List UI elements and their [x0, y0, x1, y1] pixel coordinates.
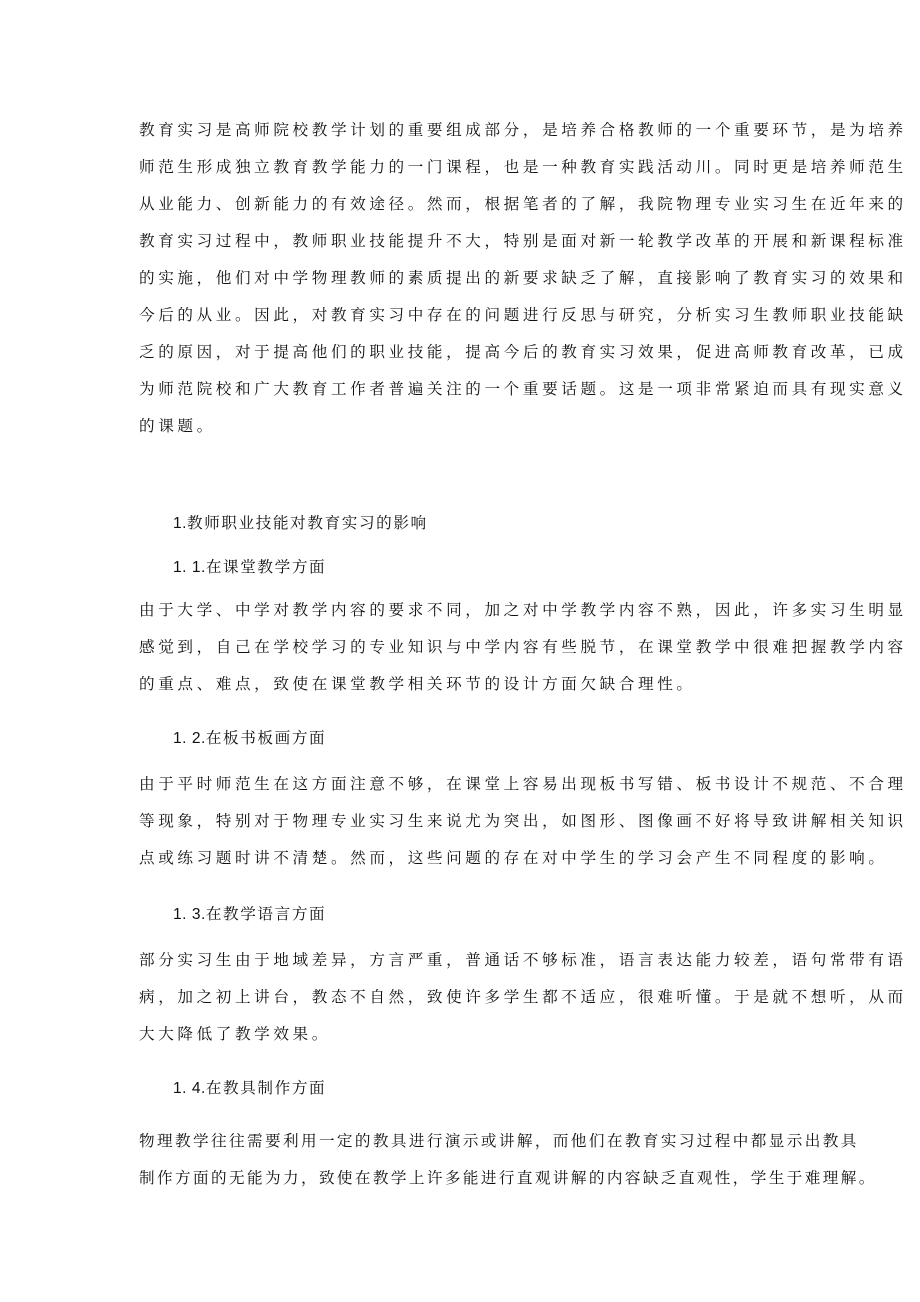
section-number: 1. — [173, 515, 188, 532]
paragraph-line: 乏的原因，对于提高他们的职业技能，提高今后的教育实习效果，促进高师教育改革，已成 — [139, 343, 907, 361]
subsection-title: 在板书板画方面 — [205, 729, 327, 747]
paragraph-line: 病，加之初上讲台，教态不自然，致使许多学生都不适应，很难听懂。于是就不想听，从而 — [139, 988, 907, 1006]
paragraph-line: 师范生形成独立教育教学能力的一门课程，也是一种教育实践活动川。同时更是培养师范生 — [139, 158, 907, 176]
paragraph-line: 教育实习是高师院校教学计划的重要组成部分，是培养合格教师的一个重要环节，是为培养 — [139, 121, 907, 139]
paragraph-line: 的课题。 — [139, 417, 216, 435]
paragraph-line: 制作方面的无能为力，致使在教学上许多能进行直观讲解的内容缺乏直观性，学生于难理解。 — [139, 1169, 877, 1187]
paragraph-line: 今后的从业。因此，对教育实习中存在的问题进行反思与研究，分析实习生教师职业技能缺 — [139, 306, 907, 324]
subsection-heading — [173, 727, 326, 750]
paragraph-line: 由于大学、中学对教学内容的要求不同，加之对中学教学内容不熟，因此，许多实习生明显 — [139, 601, 907, 619]
paragraph-line: 感觉到，自己在学校学习的专业知识与中学内容有些脱节，在课堂教学中很难把握教学内容 — [139, 638, 907, 656]
subsection-number: 1. 3. — [173, 906, 206, 923]
paragraph-line: 的重点、难点，致使在课堂教学相关环节的设计方面欠缺合理性。 — [139, 675, 696, 693]
paragraph-line: 从业能力、创新能力的有效途径。然而，根据笔者的了解，我院物理专业实习生在近年来的 — [139, 195, 907, 213]
section-heading — [173, 512, 428, 535]
subsection-title: 在课堂教学方面 — [205, 558, 327, 576]
paragraph-line: 点或练习题时讲不清楚。然而，这些问题的存在对中学生的学习会产生不同程度的影响。 — [139, 849, 888, 867]
paragraph-line: 由于平时师范生在这方面注意不够，在课堂上容易出现板书写错、板书设计不规范、不合理 — [139, 775, 907, 793]
subsection-title: 在教具制作方面 — [205, 1079, 327, 1097]
subsection-heading — [173, 1077, 326, 1100]
paragraph-line: 的实施，他们对中学物理教师的素质提出的新要求缺乏了解，直接影响了教育实习的效果和 — [139, 269, 907, 287]
paragraph-line: 等现象，特别对于物理专业实习生来说尤为突出，如图形、图像画不好将导致讲解相关知识 — [139, 812, 907, 830]
paragraph-line: 物理教学往往需要利用一定的教具进行演示或讲解，而他们在教育实习过程中都显示出教具 — [139, 1132, 859, 1150]
paragraph-line: 教育实习过程中，教师职业技能提升不大，特别是面对新一轮教学改革的开展和新课程标准 — [139, 232, 907, 250]
paragraph-line: 为师范院校和广大教育工作者普遍关注的一个重要话题。这是一项非常紧迫而具有现实意义 — [139, 380, 907, 398]
section-title: 教师职业技能对教育实习的影响 — [187, 514, 428, 532]
subsection-number: 1. 1. — [173, 559, 206, 576]
subsection-heading — [173, 556, 326, 579]
subsection-number: 1. 2. — [173, 730, 206, 747]
paragraph-line: 部分实习生由于地域差异，方言严重，普通话不够标准，语言表达能力较差，语句常带有语 — [139, 951, 907, 969]
subsection-title: 在教学语言方面 — [205, 905, 327, 923]
paragraph-line: 大大降低了教学效果。 — [139, 1025, 331, 1043]
subsection-number: 1. 4. — [173, 1080, 206, 1097]
subsection-heading — [173, 903, 326, 926]
